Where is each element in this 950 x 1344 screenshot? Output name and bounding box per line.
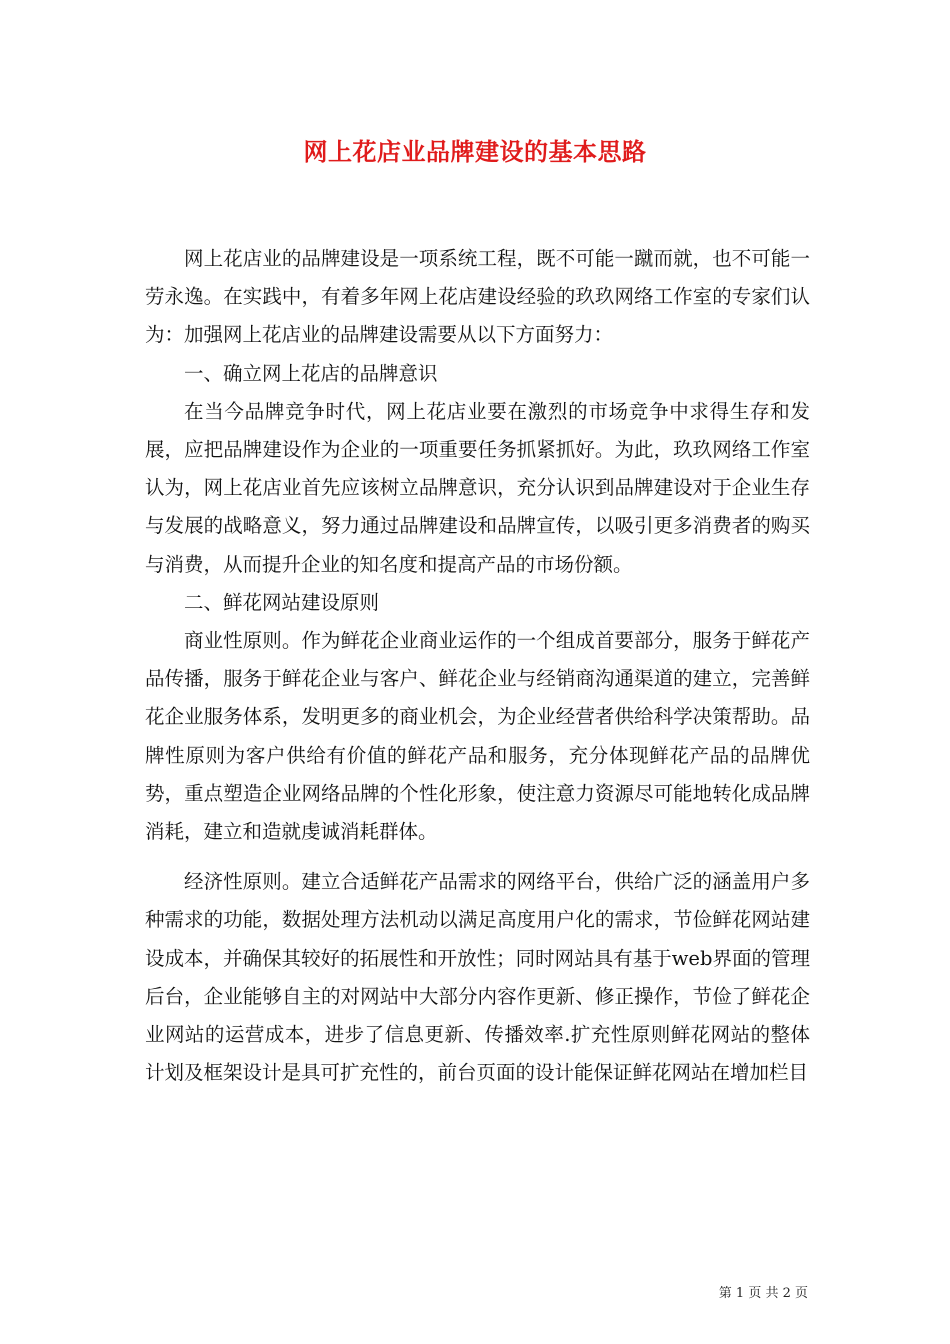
intro-paragraph: 网上花店业的品牌建设是一项系统工程，既不可能一蹴而就，也不可能一劳永逸。在实践中，有着多年网上花店建设经验的玖玖网络工作室的专家们认为：加强网上花店业的品牌建设需要从以下方面努力： (145, 247, 810, 347)
section-1-paragraph: 在当今品牌竞争时代，网上花店业要在激烈的市场竞争中求得生存和发展，应把品牌建设作为企业的一项重要任务抓紧抓好。为此，玖玖网络工作室认为，网上花店业首先应该树立品牌意识，充分认识到品牌建设对于企业生存与发展的战略意义，努力通过品牌建设和品牌宣传，以吸引更多消费者的购买与消费，从而提升企业的知名度和提高产品的市场份额。 (145, 399, 810, 576)
section-heading-1: 一、确立网上花店的品牌意识 (184, 361, 438, 385)
document-body (145, 240, 810, 1092)
page-number: 第 1 页 共 2 页 (718, 1286, 808, 1301)
section-heading-2: 二、鲜花网站建设原则 (184, 590, 380, 614)
commercial-principle-paragraph: 商业性原则。作为鲜花企业商业运作的一个组成首要部分，服务于鲜花产品传播，服务于鲜花企业与客户、鲜花企业与经销商沟通渠道的建立，完善鲜花企业服务体系，发明更多的商业机会，为企业经营者供给科学决策帮助。品牌性原则为客户供给有价值的鲜花产品和服务，充分体现鲜花产品的品牌优势，重点塑造企业网络品牌的个性化形象，使注意力资源尽可能地转化成品牌消耗，建立和造就虔诚消耗群体。 (145, 629, 810, 844)
economic-principle-paragraph: 经济性原则。建立合适鲜花产品需求的网络平台，供给广泛的涵盖用户多种需求的功能，数据处理方法机动以满足高度用户化的需求，节俭鲜花网站建设成本，并确保其较好的拓展性和开放性；同时网站具有基于web界面的管理后台，企业能够自主的对网站中大部分内容作更新、修正操作，节俭了鲜花企业网站的运营成本，进步了信息更新、传播效率.扩充性原则鲜花网站的整体计划及框架设计是具可扩充性的，前台页面的设计能保证鲜花网站在增加栏目 (145, 870, 810, 1085)
page-title: 网上花店业品牌建设的基本思路 (303, 137, 647, 166)
